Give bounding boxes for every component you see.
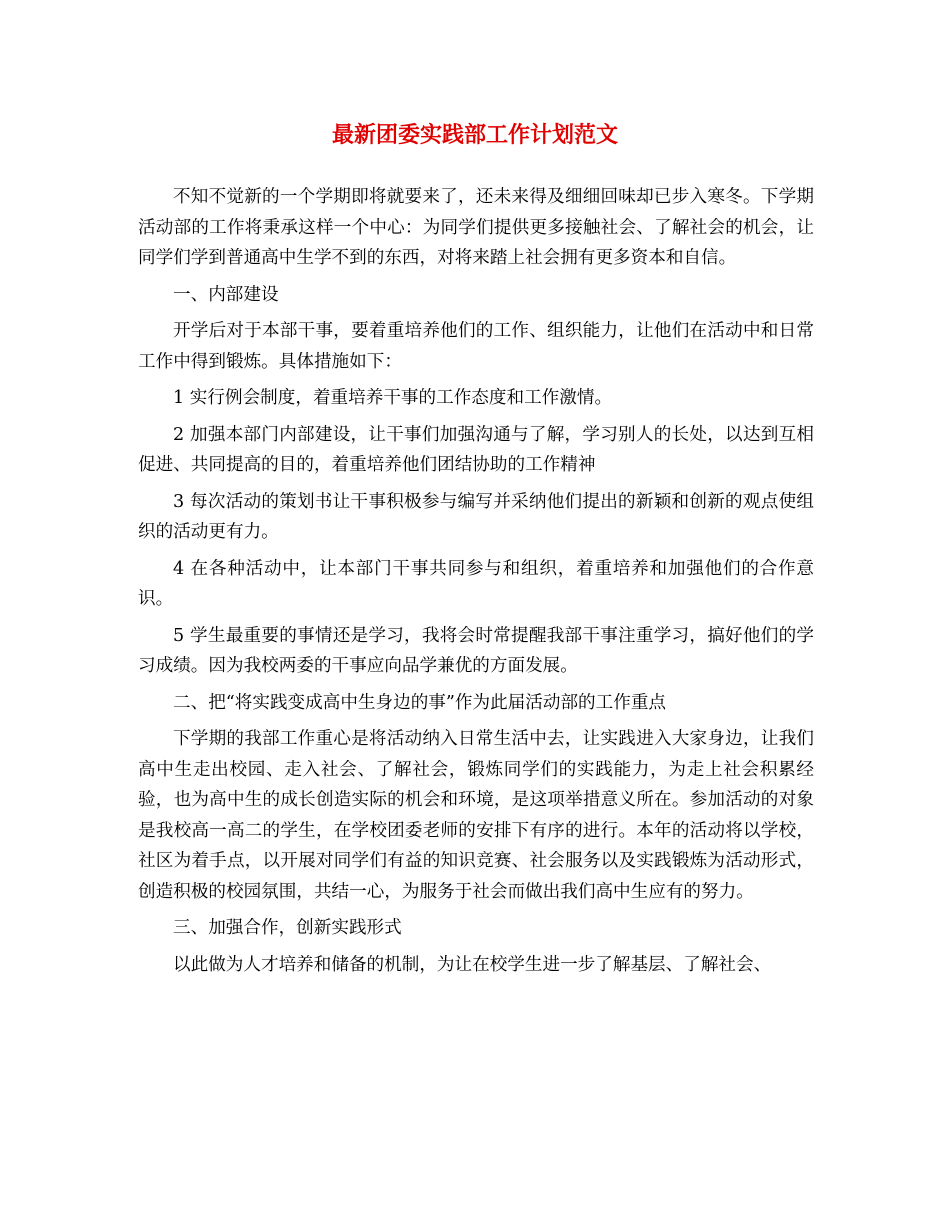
paragraph: 开学后对于本部干事，要着重培养他们的工作、组织能力，让他们在活动中和日常工作中得到锻炼。具体措施如下： [138,321,814,372]
section-heading-1: 一、内部建设 [173,284,279,305]
list-item-5: 5 学生最重要的事情还是学习，我将会时常提醒我部干事注重学习，搞好他们的学习成绩。因为我校两委的干事应向品学兼优的方面发展。 [138,625,814,676]
paragraph: 下学期的我部工作重心是将活动纳入日常生活中去，让实践进入大家身边，让我们高中生走出校园、走入社会、了解社会，锻炼同学们的实践能力，为走上社会积累经验，也为高中生的成长创造实际的机会和环境，是这项举措意义所在。参加活动的对象是我校高一高二的学生，在学校团委老师的安排下有序的进行。本年的活动将以学校，社区为着手点，以开展对同学们有益的知识竞赛、社会服务以及实践锻炼为活动形式，创造积极的校园氛围，共结一心，为服务于社会而做出我们高中生应有的努力。 [138,729,814,902]
list-item-1: 1 实行例会制度，着重培养干事的工作态度和工作激情。 [173,388,613,408]
list-item-3: 3 每次活动的策划书让干事积极参与编写并采纳他们提出的新颖和创新的观点使组织的活动更有力。 [138,491,814,542]
document-body [138,182,814,986]
paragraph-intro: 不知不觉新的一个学期即将就要来了，还未来得及细细回味却已步入寒冬。下学期活动部的工作将秉承这样一个中心：为同学们提供更多接触社会、了解社会的机会，让同学们学到普通高中生学不到的东西，对将来踏上社会拥有更多资本和自信。 [138,187,814,268]
section-heading-2: 二、把“将实践变成高中生身边的事”作为此届活动部的工作重点 [173,692,667,713]
list-item-4: 4 在各种活动中，让本部门干事共同参与和组织，着重培养和加强他们的合作意识。 [138,558,814,609]
document-title: 最新团委实践部工作计划范文 [331,122,618,148]
list-item-2: 2 加强本部门内部建设，让干事们加强沟通与了解，学习别人的长处，以达到互相促进、共同提高的目的，着重培养他们团结协助的工作精神 [138,424,814,475]
section-heading-3: 三、加强合作，创新实践形式 [173,918,402,938]
paragraph: 以此做为人才培养和储备的机制，为让在校学生进一步了解基层、了解社会、 [173,954,772,975]
